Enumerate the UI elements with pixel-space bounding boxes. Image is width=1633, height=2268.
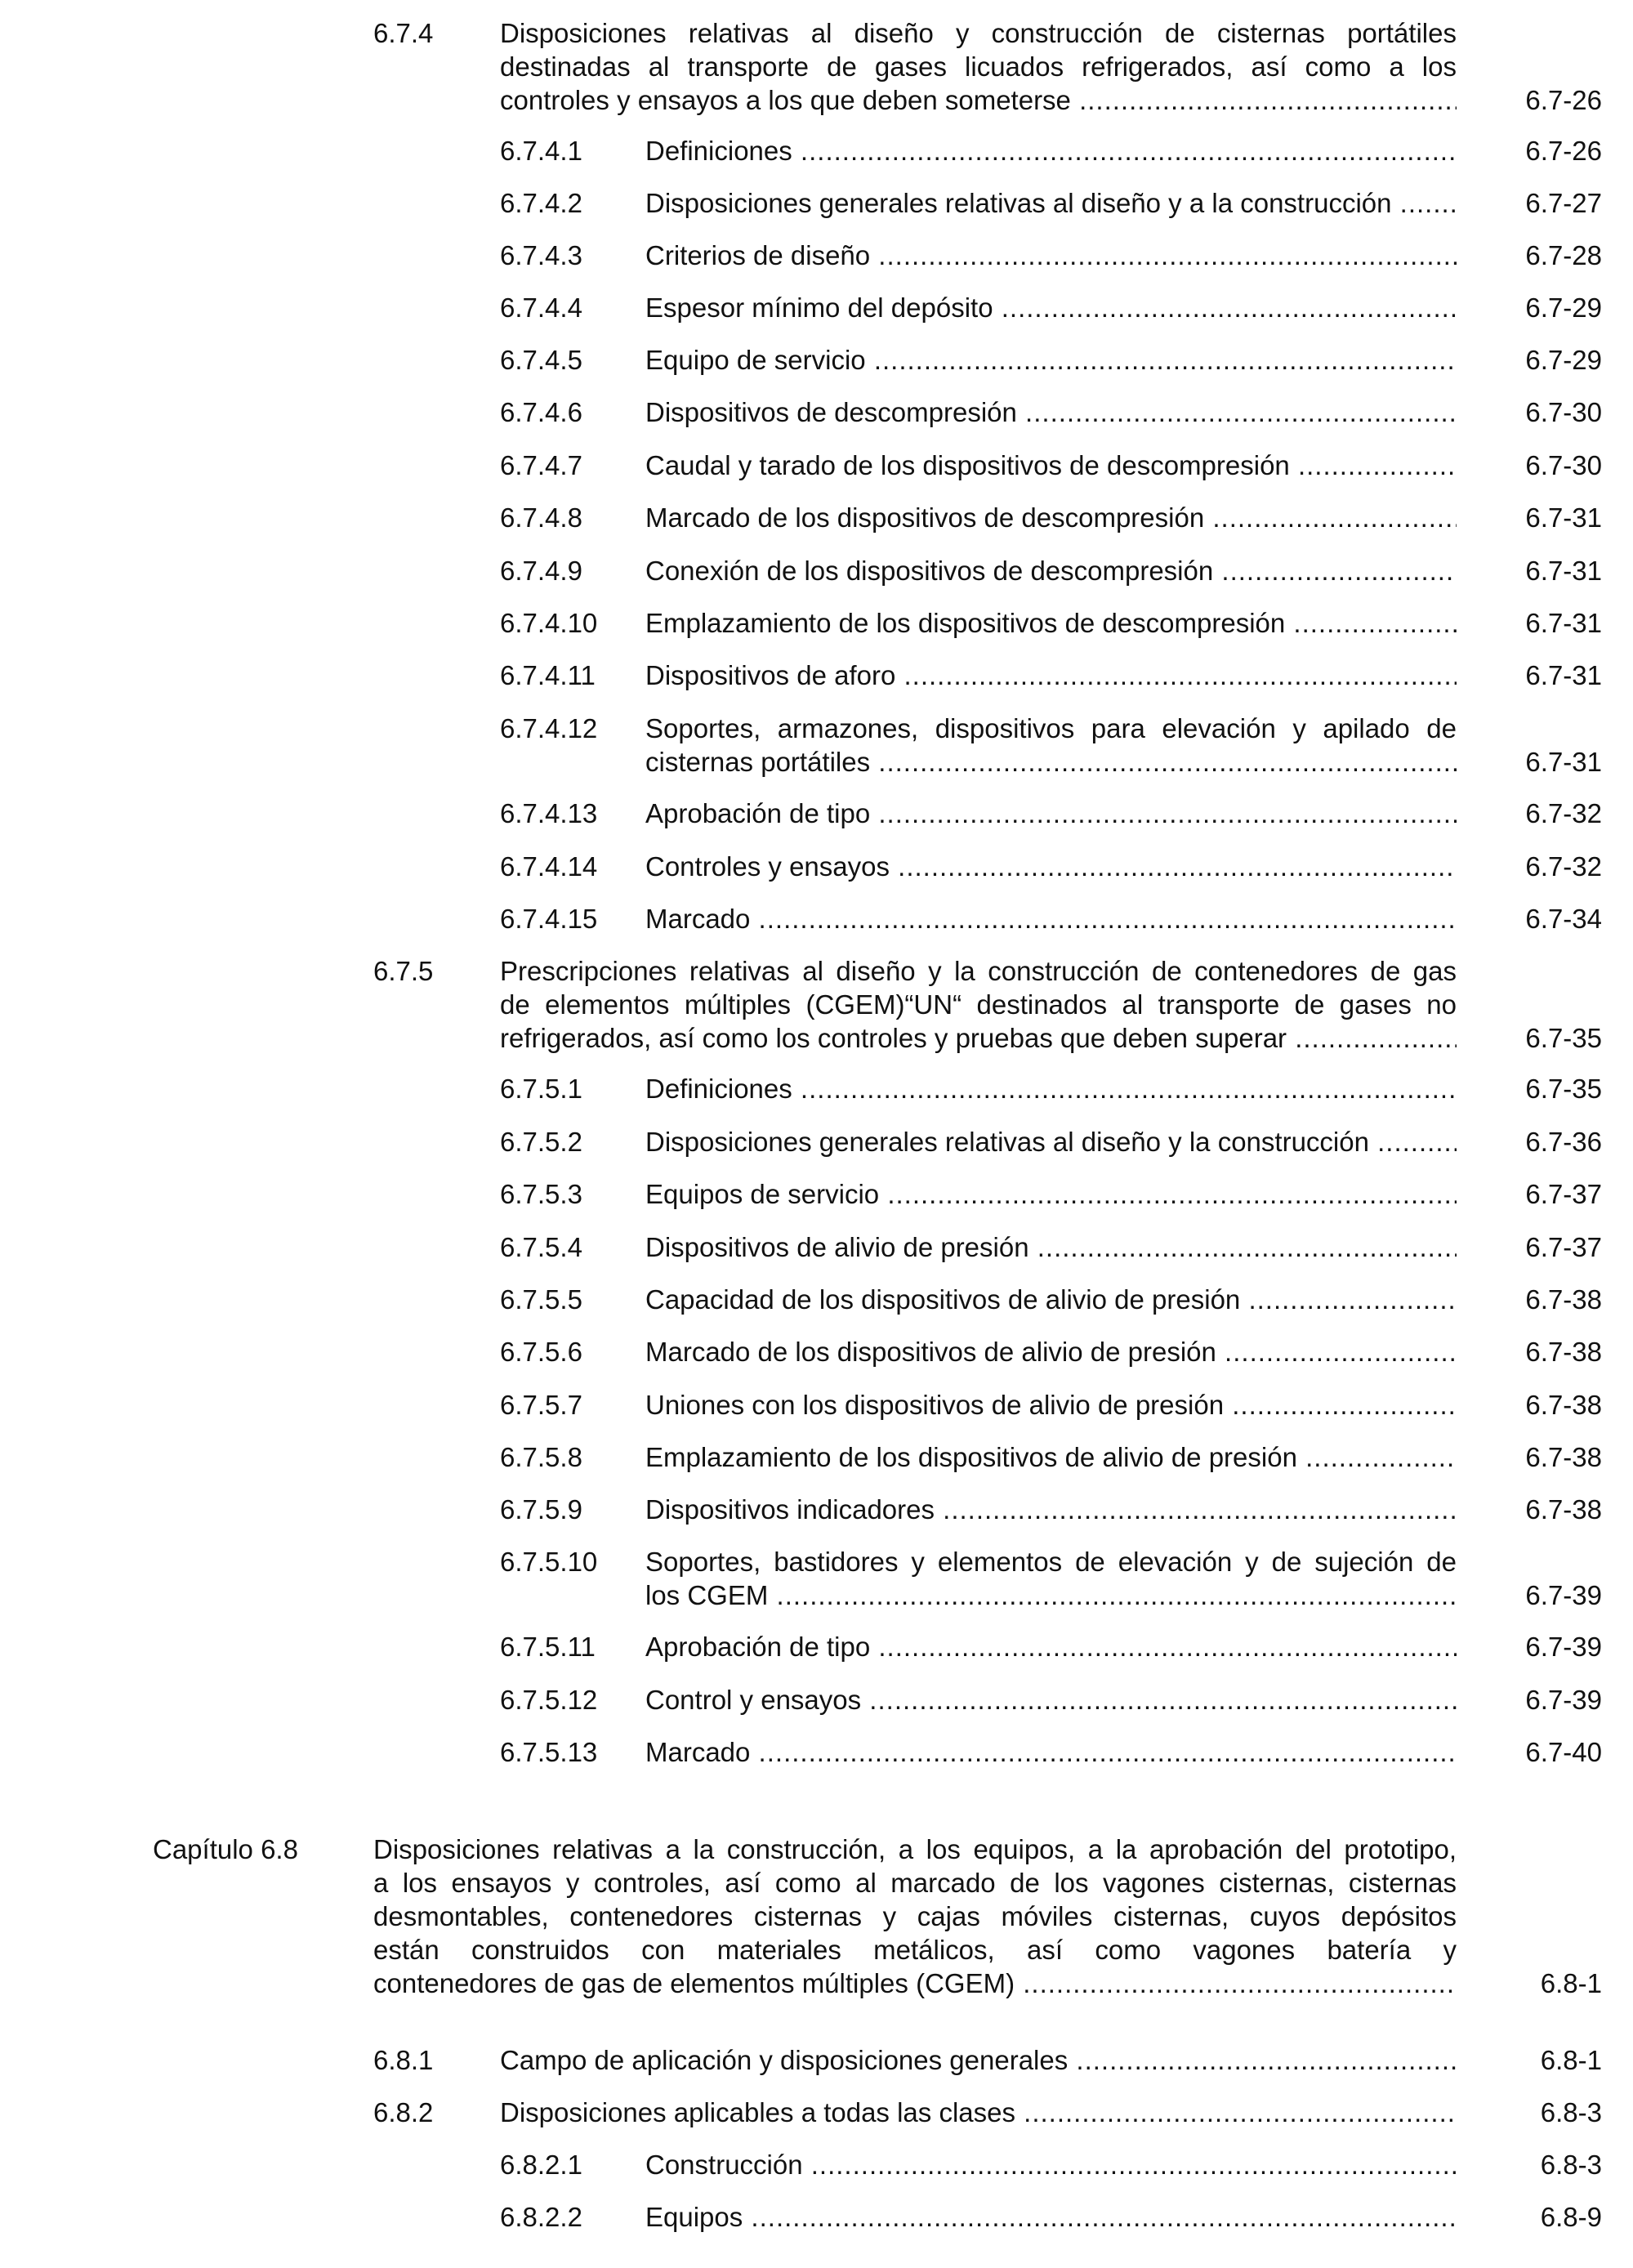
toc-entry-title: [645, 134, 1457, 167]
toc-entry-title: [645, 1440, 1457, 1474]
toc-entry-title-line: Conexión de los dispositivos de descompresión .....: [645, 554, 1457, 587]
toc-entry-number: 6.7.5.13: [500, 1737, 598, 1767]
toc-entry-page: 6.7-31: [1525, 502, 1602, 533]
toc-entry-number: 6.7.4.14: [500, 851, 598, 882]
toc-entry-page: 6.8-3: [1540, 2150, 1602, 2180]
toc-entry-number: 6.7.5.9: [500, 1494, 582, 1525]
toc-entry-page: 6.7-32: [1525, 798, 1602, 828]
toc-entry-title-line: desmontables, contenedores cisternas y cajas móviles cisternas, cuyos depósitos: [373, 1901, 1457, 1931]
toc-entry-page: 6.7-26: [1525, 85, 1602, 115]
toc-entry-title-line: Aprobación de tipo .....: [645, 1630, 1457, 1663]
toc-entry-title-line: refrigerados, así como los controles y pruebas que deben superar .....: [500, 1021, 1457, 1055]
toc-entry-title-line: Uniones con los dispositivos de alivio de presión .....: [645, 1388, 1457, 1422]
toc-entry-title-line: Emplazamiento de los dispositivos de descompresión .....: [645, 606, 1457, 640]
toc-entry-number: 6.7.4.13: [500, 798, 598, 828]
toc-entry-number: 6.7.4.4: [500, 292, 582, 323]
toc-entry-title-line: cisternas portátiles .....: [645, 745, 1457, 779]
toc-entry-page: 6.7-37: [1525, 1232, 1602, 1262]
toc-entry-page: 6.7-29: [1525, 292, 1602, 323]
toc-entry-title-line: a los ensayos y controles, así como al marcado de los vagones cisternas, cisternas: [373, 1868, 1457, 1898]
toc-entry-title-line: Construcción .....: [645, 2148, 1457, 2181]
toc-entry-title-line: Disposiciones relativas al diseño y construcción de cisternas portátiles: [500, 18, 1457, 48]
toc-entry-number: 6.7.4.11: [500, 660, 596, 690]
toc-entry-title-line: están construidos con materiales metálicos, así como vagones batería y: [373, 1935, 1457, 1965]
toc-entry-page: 6.7-37: [1525, 1179, 1602, 1209]
toc-entry-title-line: Disposiciones generales relativas al diseño y la construcción .....: [645, 1125, 1457, 1159]
toc-entry-title-line: Dispositivos indicadores .....: [645, 1493, 1457, 1526]
toc-entry-title-line: Marcado .....: [645, 902, 1457, 935]
toc-entry-title: [645, 239, 1457, 272]
toc-entry-title-line: contenedores de gas de elementos múltiples (CGEM) .....: [373, 1967, 1457, 2000]
toc-entry-number: 6.7.5.10: [500, 1547, 598, 1577]
toc-entry-title: [645, 291, 1457, 324]
toc-entry-number: 6.7.4.6: [500, 397, 582, 427]
toc-entry-number: 6.7.5.7: [500, 1390, 582, 1420]
toc-entry-page: 6.7-30: [1525, 450, 1602, 480]
toc-entry-page: 6.7-36: [1525, 1127, 1602, 1157]
toc-entry-page: 6.8-1: [1540, 1968, 1602, 1998]
toc-entry-title: [645, 1683, 1457, 1717]
toc-entry-page: 6.7-39: [1525, 1580, 1602, 1610]
toc-entry-number: 6.7.5.1: [500, 1074, 582, 1104]
toc-entry-title: [645, 902, 1457, 935]
toc-entry-title-line: Dispositivos de descompresión .....: [645, 395, 1457, 429]
toc-entry-title: [645, 1630, 1457, 1663]
toc-entry-number: 6.7.4.1: [500, 136, 582, 166]
toc-entry-title: [645, 797, 1457, 830]
toc-entry-title-line: Capacidad de los dispositivos de alivio de presión .....: [645, 1283, 1457, 1316]
toc-entry-title-line: Espesor mínimo del depósito .....: [645, 291, 1457, 324]
toc-entry-title-line: destinadas al transporte de gases licuados refrigerados, así como a los: [500, 51, 1457, 82]
toc-entry-title: [645, 1283, 1457, 1316]
toc-entry-title: [645, 850, 1457, 883]
toc-entry-title: [645, 395, 1457, 429]
toc-entry-number: 6.7.4.10: [500, 608, 598, 638]
toc-entry-title-line: Dispositivos de aforo .....: [645, 659, 1457, 692]
toc-entry-title: [645, 1072, 1457, 1105]
toc-entry-page: 6.7-26: [1525, 136, 1602, 166]
toc-entry-page: 6.7-31: [1525, 747, 1602, 777]
toc-entry-title-line: Criterios de diseño .....: [645, 239, 1457, 272]
toc-entry-page: 6.7-35: [1525, 1074, 1602, 1104]
toc-entry-title-line: Equipos .....: [645, 2200, 1457, 2234]
toc-entry-title-line: Equipos de servicio .....: [645, 1177, 1457, 1211]
toc-entry-title-line: Emplazamiento de los dispositivos de alivio de presión .....: [645, 1440, 1457, 1474]
toc-entry-title: [645, 712, 1457, 779]
toc-entry-title: [645, 1388, 1457, 1422]
toc-entry-number: 6.7.4.9: [500, 556, 582, 586]
toc-entry-page: 6.7-29: [1525, 345, 1602, 375]
toc-entry-title-line: Prescripciones relativas al diseño y la construcción de contenedores de gas: [500, 956, 1457, 986]
toc-entry-title-line: Disposiciones generales relativas al diseño y a la construcción .....: [645, 186, 1457, 220]
toc-entry-page: 6.7-38: [1525, 1494, 1602, 1525]
toc-entry-title: [645, 606, 1457, 640]
toc-entry-title-line: Control y ensayos .....: [645, 1683, 1457, 1717]
toc-entry-page: 6.7-39: [1525, 1632, 1602, 1662]
toc-entry-number: 6.8.2: [373, 2097, 434, 2127]
toc-entry-number: 6.7.5.2: [500, 1127, 582, 1157]
toc-entry-page: 6.7-35: [1525, 1023, 1602, 1053]
toc-entry-title-line: Marcado .....: [645, 1735, 1457, 1769]
toc-entry-title-line: Aprobación de tipo .....: [645, 797, 1457, 830]
toc-entry-title-line: Soportes, bastidores y elementos de elevación y de sujeción de: [645, 1547, 1457, 1577]
toc-entry-title: [500, 954, 1457, 1055]
toc-entry-title: [500, 16, 1457, 117]
toc-entry-title-line: de elementos múltiples (CGEM)“UN“ destinados al transporte de gases no: [500, 989, 1457, 1020]
toc-entry-title: [645, 186, 1457, 220]
toc-entry-title: [373, 1833, 1457, 2000]
toc-entry-page: 6.7-38: [1525, 1337, 1602, 1367]
toc-entry-title: [500, 2043, 1457, 2077]
toc-entry-page: 6.7-31: [1525, 608, 1602, 638]
toc-entry-number: 6.7.5.6: [500, 1337, 582, 1367]
toc-entry-number: 6.8.2.1: [500, 2150, 582, 2180]
toc-entry-title-line: controles y ensayos a los que deben someterse .....: [500, 83, 1457, 117]
toc-entry-title: [645, 501, 1457, 534]
toc-entry-page: 6.8-3: [1540, 2097, 1602, 2127]
toc-entry-title-line: los CGEM .....: [645, 1578, 1457, 1612]
toc-entry-number: 6.7.4.7: [500, 450, 582, 480]
toc-entry-number: 6.7.5.5: [500, 1284, 582, 1315]
toc-entry-page: 6.7-34: [1525, 904, 1602, 934]
toc-entry-number: 6.7.4.3: [500, 240, 582, 270]
toc-entry-title-line: Equipo de servicio .....: [645, 343, 1457, 377]
toc-entry-page: 6.7-32: [1525, 851, 1602, 882]
toc-entry-page: 6.7-38: [1525, 1442, 1602, 1472]
toc-entry-number: 6.7.4.12: [500, 713, 598, 743]
toc-entry-title: [500, 2096, 1457, 2129]
toc-entry-title: [645, 1125, 1457, 1159]
toc-entry-number: 6.7.5.11: [500, 1632, 596, 1662]
toc-entry-number: 6.7.5.12: [500, 1685, 598, 1715]
toc-entry-title-line: Soportes, armazones, dispositivos para elevación y apilado de: [645, 713, 1457, 743]
toc-entry-page: 6.7-40: [1525, 1737, 1602, 1767]
toc-entry-page: 6.8-9: [1540, 2202, 1602, 2232]
toc-entry-title-line: Campo de aplicación y disposiciones generales .....: [500, 2043, 1457, 2077]
toc-entry-title: [645, 1545, 1457, 1612]
toc-entry-title: [645, 343, 1457, 377]
toc-entry-title: [645, 659, 1457, 692]
toc-entry-page: 6.7-38: [1525, 1390, 1602, 1420]
toc-entry-page: 6.7-38: [1525, 1284, 1602, 1315]
toc-entry-title: [645, 2148, 1457, 2181]
toc-entry-page: 6.7-31: [1525, 660, 1602, 690]
toc-entry-number: 6.7.5: [373, 956, 434, 986]
toc-entry-number: 6.7.5.4: [500, 1232, 582, 1262]
toc-entry-number: Capítulo 6.8: [153, 1834, 298, 1864]
toc-entry-title-line: Dispositivos de alivio de presión .....: [645, 1230, 1457, 1264]
toc-entry-page: 6.7-27: [1525, 188, 1602, 218]
toc-entry-title: [645, 449, 1457, 482]
toc-entry-number: 6.8.1: [373, 2045, 434, 2075]
toc-entry-page: 6.7-31: [1525, 556, 1602, 586]
toc-entry-number: 6.7.4.15: [500, 904, 598, 934]
toc-entry-number: 6.7.5.3: [500, 1179, 582, 1209]
toc-entry-number: 6.7.4.5: [500, 345, 582, 375]
toc-entry-title-line: Controles y ensayos .....: [645, 850, 1457, 883]
toc-entry-title-line: Disposiciones relativas a la construcción, a los equipos, a la aprobación del prototipo,: [373, 1834, 1457, 1864]
toc-entry-title-line: Disposiciones aplicables a todas las clases .....: [500, 2096, 1457, 2129]
toc-entry-title: [645, 1177, 1457, 1211]
toc-entry-title: [645, 2200, 1457, 2234]
toc-entry-title-line: Definiciones .....: [645, 1072, 1457, 1105]
toc-entry-page: 6.8-1: [1540, 2045, 1602, 2075]
toc-entry-title-line: Marcado de los dispositivos de alivio de presión .....: [645, 1335, 1457, 1368]
toc-entry-number: 6.7.4: [373, 18, 434, 48]
toc-entry-number: 6.7.4.8: [500, 502, 582, 533]
toc-entry-number: 6.8.2.2: [500, 2202, 582, 2232]
toc-entry-title-line: Caudal y tarado de los dispositivos de descompresión .....: [645, 449, 1457, 482]
toc-entry-page: 6.7-28: [1525, 240, 1602, 270]
toc-entry-title: [645, 1230, 1457, 1264]
toc-entry-number: 6.7.5.8: [500, 1442, 582, 1472]
toc-entry-title: [645, 1735, 1457, 1769]
toc-entry-page: 6.7-30: [1525, 397, 1602, 427]
toc-entry-title: [645, 1493, 1457, 1526]
toc-entry-title-line: Marcado de los dispositivos de descompresión .....: [645, 501, 1457, 534]
toc-entry-page: 6.7-39: [1525, 1685, 1602, 1715]
toc-entry-title: [645, 1335, 1457, 1368]
toc-entry-title: [645, 554, 1457, 587]
toc-entry-title-line: Definiciones .....: [645, 134, 1457, 167]
toc-entry-number: 6.7.4.2: [500, 188, 582, 218]
